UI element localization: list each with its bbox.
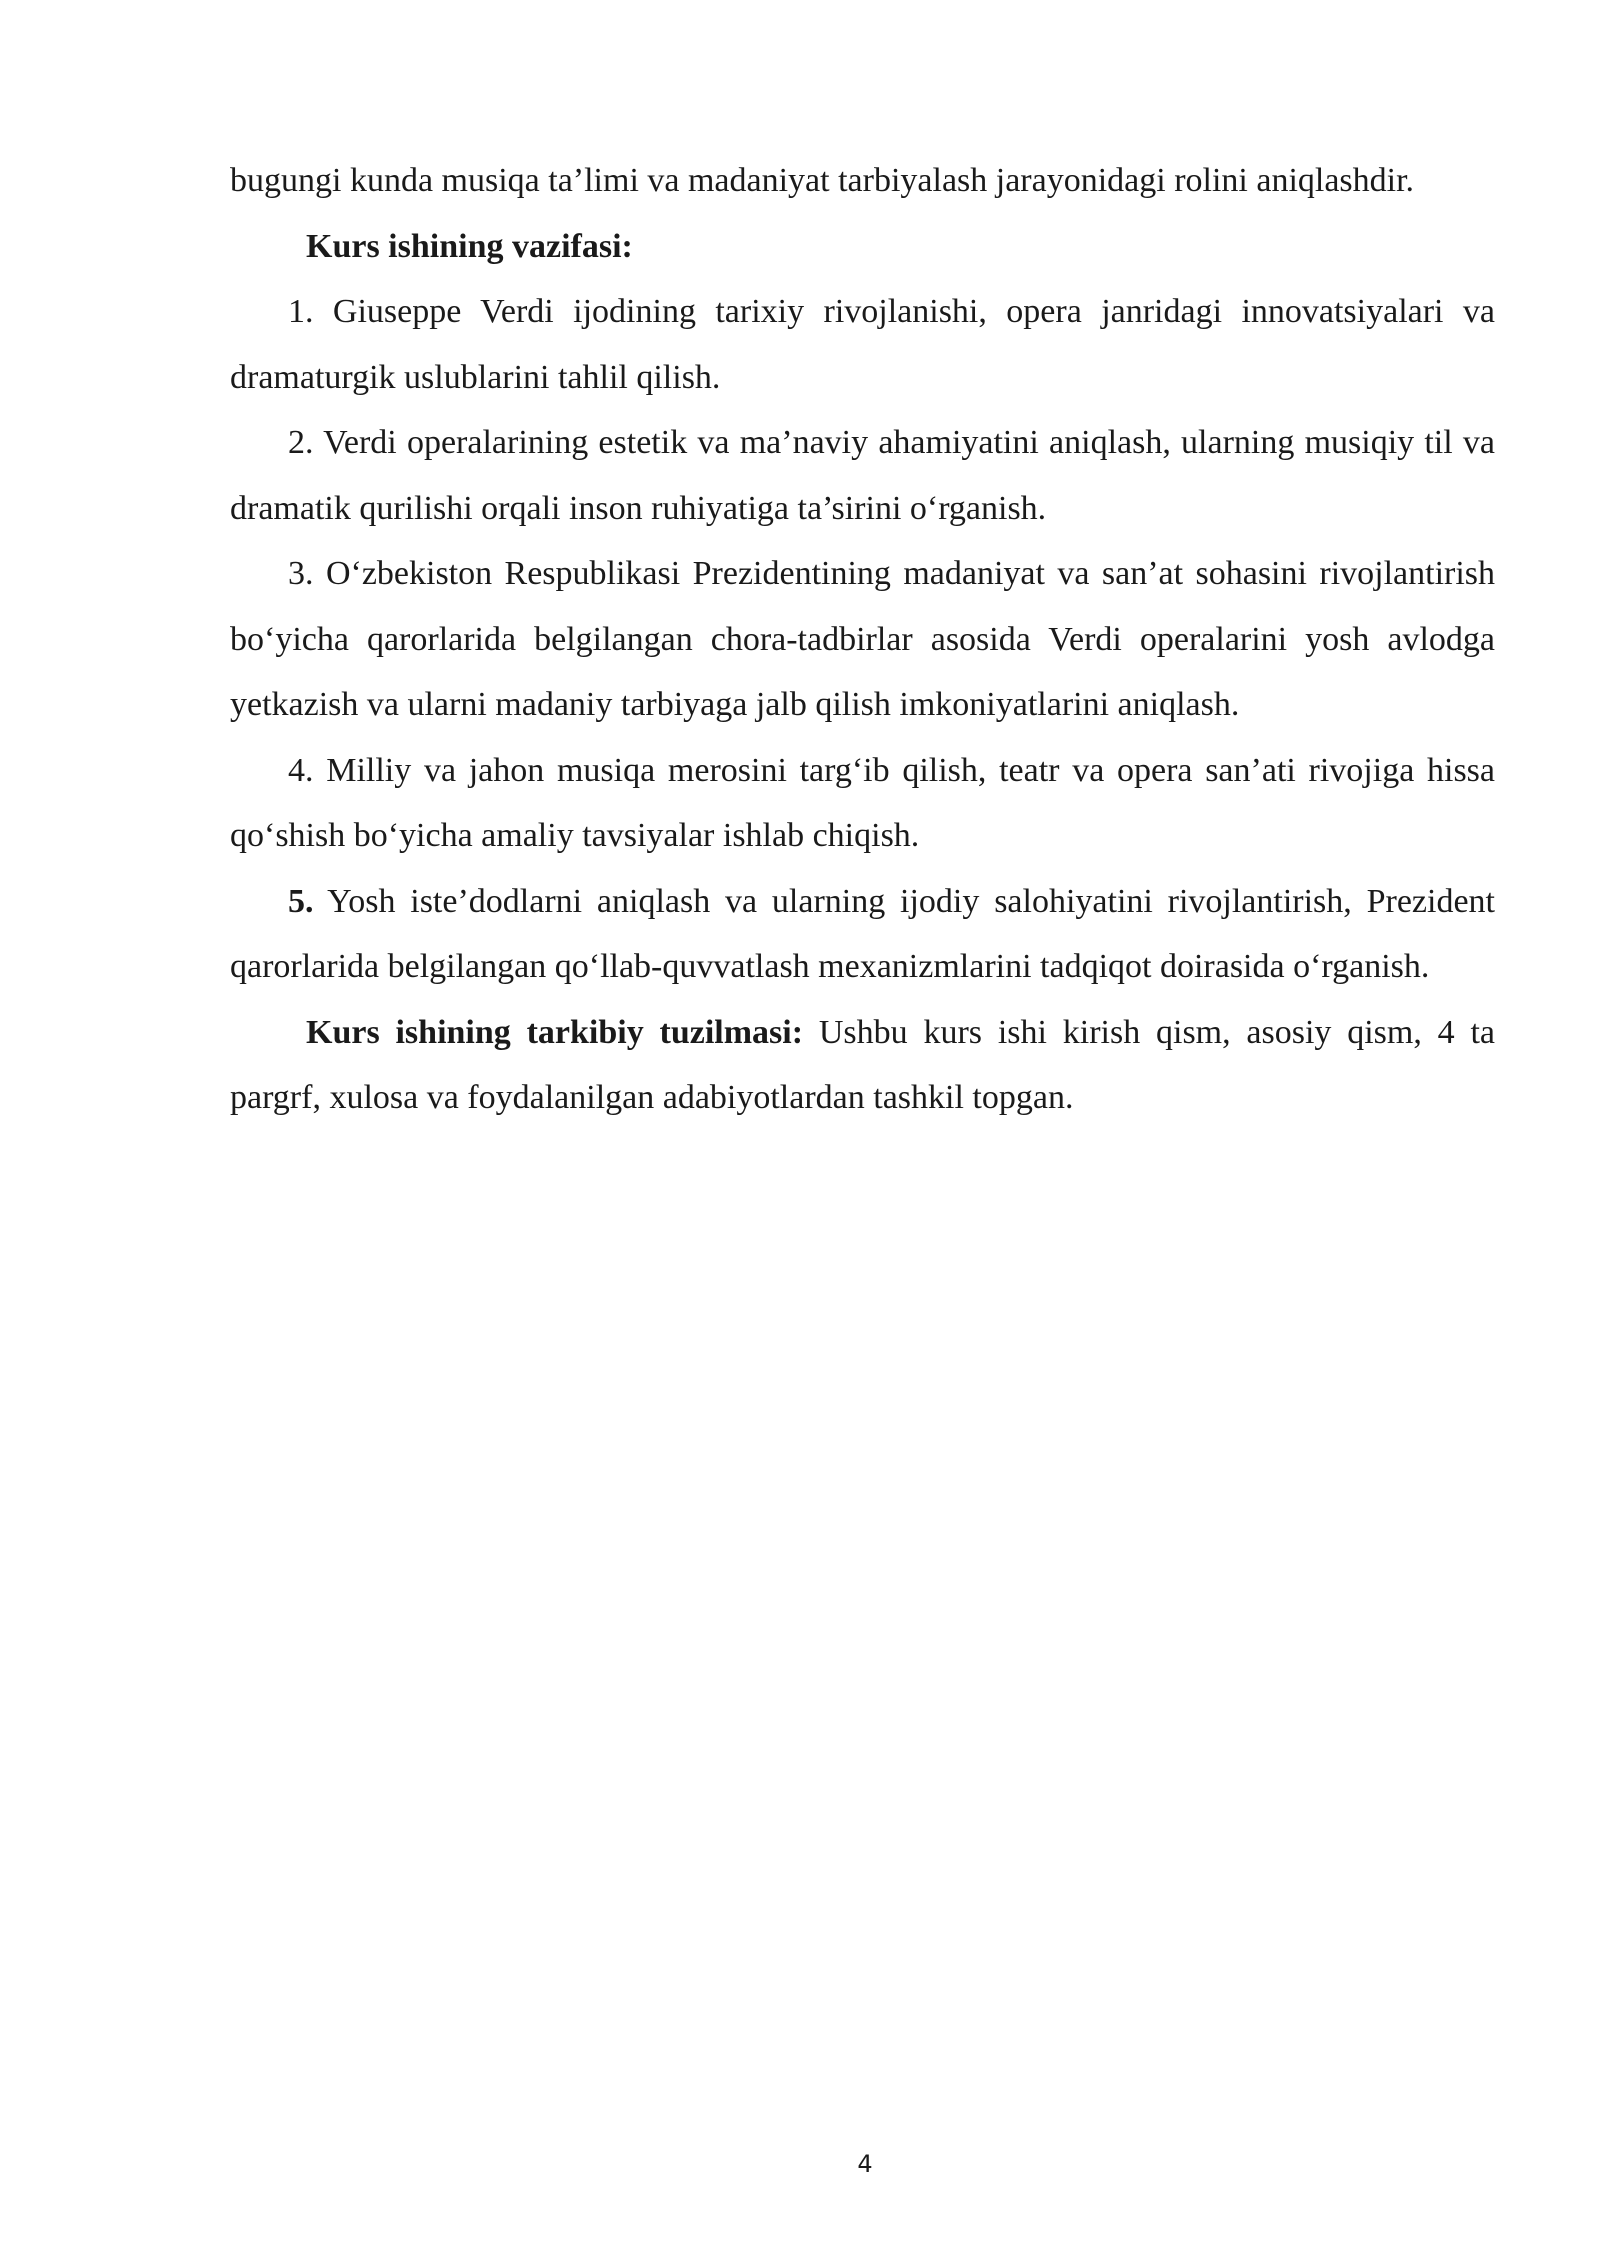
task-item-2 <box>230 410 1495 541</box>
tasks-heading: Kurs ishining vazifasi: <box>306 227 633 265</box>
task-number: 2. <box>288 424 314 461</box>
structure-paragraph <box>230 1000 1495 1131</box>
task-number: 3. <box>288 555 314 592</box>
page-number: 4 <box>857 2150 873 2178</box>
task-number: 4. <box>288 751 314 789</box>
task-number: 1. <box>288 293 314 330</box>
task-text: Verdi operalarining estetik va ma’naviy ahamiyatini aniqlash, ularning musiqiy til va dramatik qurilishi orqali inson ruhiyatiga ta’sirini o‘rganish. <box>230 424 1495 527</box>
task-item-5 <box>230 869 1495 1000</box>
task-item-4 <box>230 738 1495 869</box>
intro-paragraph: bugungi kunda musiqa ta’limi va madaniyat tarbiyalash jarayonidagi rolini aniqlashdir. <box>230 162 1415 199</box>
task-text: Milliy va jahon musiqa merosini targ‘ib qilish, teatr va opera san’ati rivojiga hissa qo‘shish bo‘yicha amaliy tavsiyalar ishlab chiqish. <box>230 751 1495 854</box>
structure-heading: Kurs ishining tarkibiy tuzilmasi: <box>306 1013 804 1051</box>
page-body <box>230 148 1495 1131</box>
task-item-3 <box>230 541 1495 738</box>
task-item-1 <box>230 279 1495 410</box>
task-text: Yosh iste’dodlarni aniqlash va ularning ijodiy salohiyatini rivojlantirish, Prezident qarorlarida belgilangan qo‘llab-quvvatlash mexanizmlarini tadqiqot doirasida o‘rganish. <box>230 882 1495 985</box>
task-text: Giuseppe Verdi ijodining tarixiy rivojlanishi, opera janridagi innovatsiyalari va dramaturgik uslublarini tahlil qilish. <box>230 293 1495 396</box>
task-text: O‘zbekiston Respublikasi Prezidentining madaniyat va san’at sohasini rivojlantirish bo‘yicha qarorlarida belgilangan chora-tadbirlar asosida Verdi operalarini yosh avlodga yetkazish va ularni madaniy tarbiyaga jalb qilish imkoniyatlarini aniqlash. <box>230 555 1496 723</box>
structure-text: Ushbu kurs ishi kirish qism, asosiy qism, 4 ta pargrf, xulosa va foydalanilgan adabiyotlardan tashkil topgan. <box>230 1013 1496 1116</box>
task-number: 5. <box>288 882 314 920</box>
